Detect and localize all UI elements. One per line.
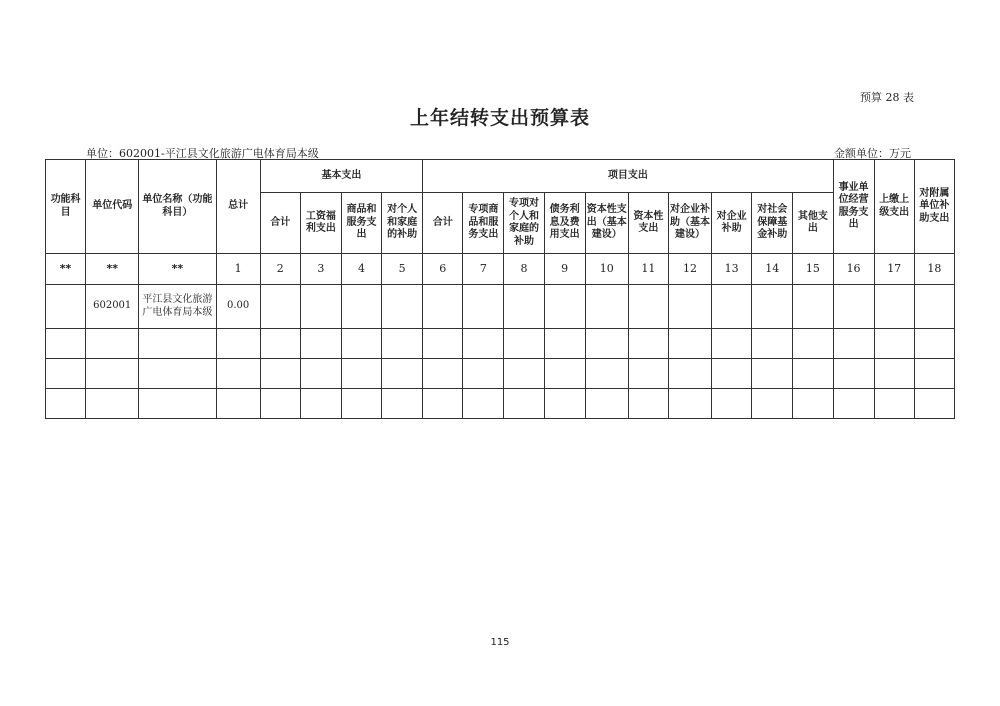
header-project-social-security: 对社会保障基金补助 bbox=[752, 193, 793, 254]
header-basic-total: 合计 bbox=[260, 193, 300, 254]
header-basic-personal: 对个人和家庭的补助 bbox=[382, 193, 423, 254]
header-project-capital-infra: 资本性支出（基本建设） bbox=[585, 193, 628, 254]
header-basic-group: 基本支出 bbox=[260, 160, 423, 193]
table-row bbox=[46, 285, 955, 329]
header-row-top bbox=[46, 160, 955, 193]
header-basic-goods: 商品和服务支出 bbox=[341, 193, 381, 254]
empty-row bbox=[46, 329, 955, 359]
cell-unit-code: 602001 bbox=[86, 285, 139, 329]
empty-cell bbox=[504, 285, 544, 329]
index-cell: 3 bbox=[300, 254, 341, 285]
empty-cell bbox=[712, 285, 752, 329]
index-cell: 5 bbox=[382, 254, 423, 285]
index-cell: 14 bbox=[752, 254, 793, 285]
empty-cell bbox=[628, 285, 668, 329]
unit-label: 单位：602001-平江县文化旅游广电体育局本级 bbox=[86, 147, 319, 160]
header-enterprise-ops: 事业单位经营服务支出 bbox=[833, 160, 874, 254]
header-func-subject: 功能科目 bbox=[46, 160, 86, 254]
index-cell: 1 bbox=[216, 254, 260, 285]
index-cell: 17 bbox=[874, 254, 914, 285]
header-upper-payment: 上缴上级支出 bbox=[874, 160, 914, 254]
index-cell: 10 bbox=[585, 254, 628, 285]
header-project-goods: 专项商品和服务支出 bbox=[463, 193, 504, 254]
index-cell: 2 bbox=[260, 254, 300, 285]
empty-cell bbox=[833, 285, 874, 329]
cell-func-subject bbox=[46, 285, 86, 329]
index-cell: 15 bbox=[793, 254, 833, 285]
header-total: 总计 bbox=[216, 160, 260, 254]
header-unit-code: 单位代码 bbox=[86, 160, 139, 254]
header-unit-name: 单位名称（功能科目） bbox=[139, 160, 216, 254]
empty-cell bbox=[914, 285, 954, 329]
index-cell: 4 bbox=[341, 254, 381, 285]
index-row bbox=[46, 254, 955, 285]
empty-cell bbox=[874, 285, 914, 329]
budget-table bbox=[45, 159, 955, 419]
index-cell: ** bbox=[46, 254, 86, 285]
empty-cell bbox=[793, 285, 833, 329]
empty-cell bbox=[260, 285, 300, 329]
index-cell: 11 bbox=[628, 254, 668, 285]
index-cell: 6 bbox=[423, 254, 463, 285]
index-cell: 12 bbox=[668, 254, 711, 285]
index-cell: 7 bbox=[463, 254, 504, 285]
header-project-total: 合计 bbox=[423, 193, 463, 254]
header-project-personal: 专项对个人和家庭的补助 bbox=[504, 193, 544, 254]
header-project-other: 其他支出 bbox=[793, 193, 833, 254]
empty-cell bbox=[382, 285, 423, 329]
index-cell: 9 bbox=[544, 254, 585, 285]
header-project-group: 项目支出 bbox=[423, 160, 833, 193]
cell-unit-name: 平江县文化旅游广电体育局本级 bbox=[139, 285, 216, 329]
empty-cell bbox=[752, 285, 793, 329]
header-project-capital: 资本性支出 bbox=[628, 193, 668, 254]
empty-cell bbox=[423, 285, 463, 329]
currency-unit-label: 金额单位：万元 bbox=[834, 147, 911, 160]
empty-cell bbox=[585, 285, 628, 329]
empty-cell bbox=[300, 285, 341, 329]
empty-cell bbox=[544, 285, 585, 329]
page-number: 115 bbox=[490, 637, 510, 648]
page-title: 上年结转支出预算表 bbox=[409, 107, 590, 129]
header-project-enterprise: 对企业补助 bbox=[712, 193, 752, 254]
header-basic-wages: 工资福利支出 bbox=[300, 193, 341, 254]
index-cell: 18 bbox=[914, 254, 954, 285]
empty-cell bbox=[463, 285, 504, 329]
table-number: 预算 28 表 bbox=[860, 91, 914, 104]
empty-cell bbox=[341, 285, 381, 329]
index-cell: 16 bbox=[833, 254, 874, 285]
header-project-enterprise-infra: 对企业补助（基本建设） bbox=[668, 193, 711, 254]
empty-cell bbox=[668, 285, 711, 329]
cell-total: 0.00 bbox=[216, 285, 260, 329]
index-cell: 13 bbox=[712, 254, 752, 285]
index-cell: 8 bbox=[504, 254, 544, 285]
empty-row bbox=[46, 359, 955, 389]
index-cell: ** bbox=[86, 254, 139, 285]
index-cell: ** bbox=[139, 254, 216, 285]
empty-row bbox=[46, 389, 955, 419]
header-project-debt: 债务利息及费用支出 bbox=[544, 193, 585, 254]
header-subsidiary-subsidy: 对附属单位补助支出 bbox=[914, 160, 954, 254]
